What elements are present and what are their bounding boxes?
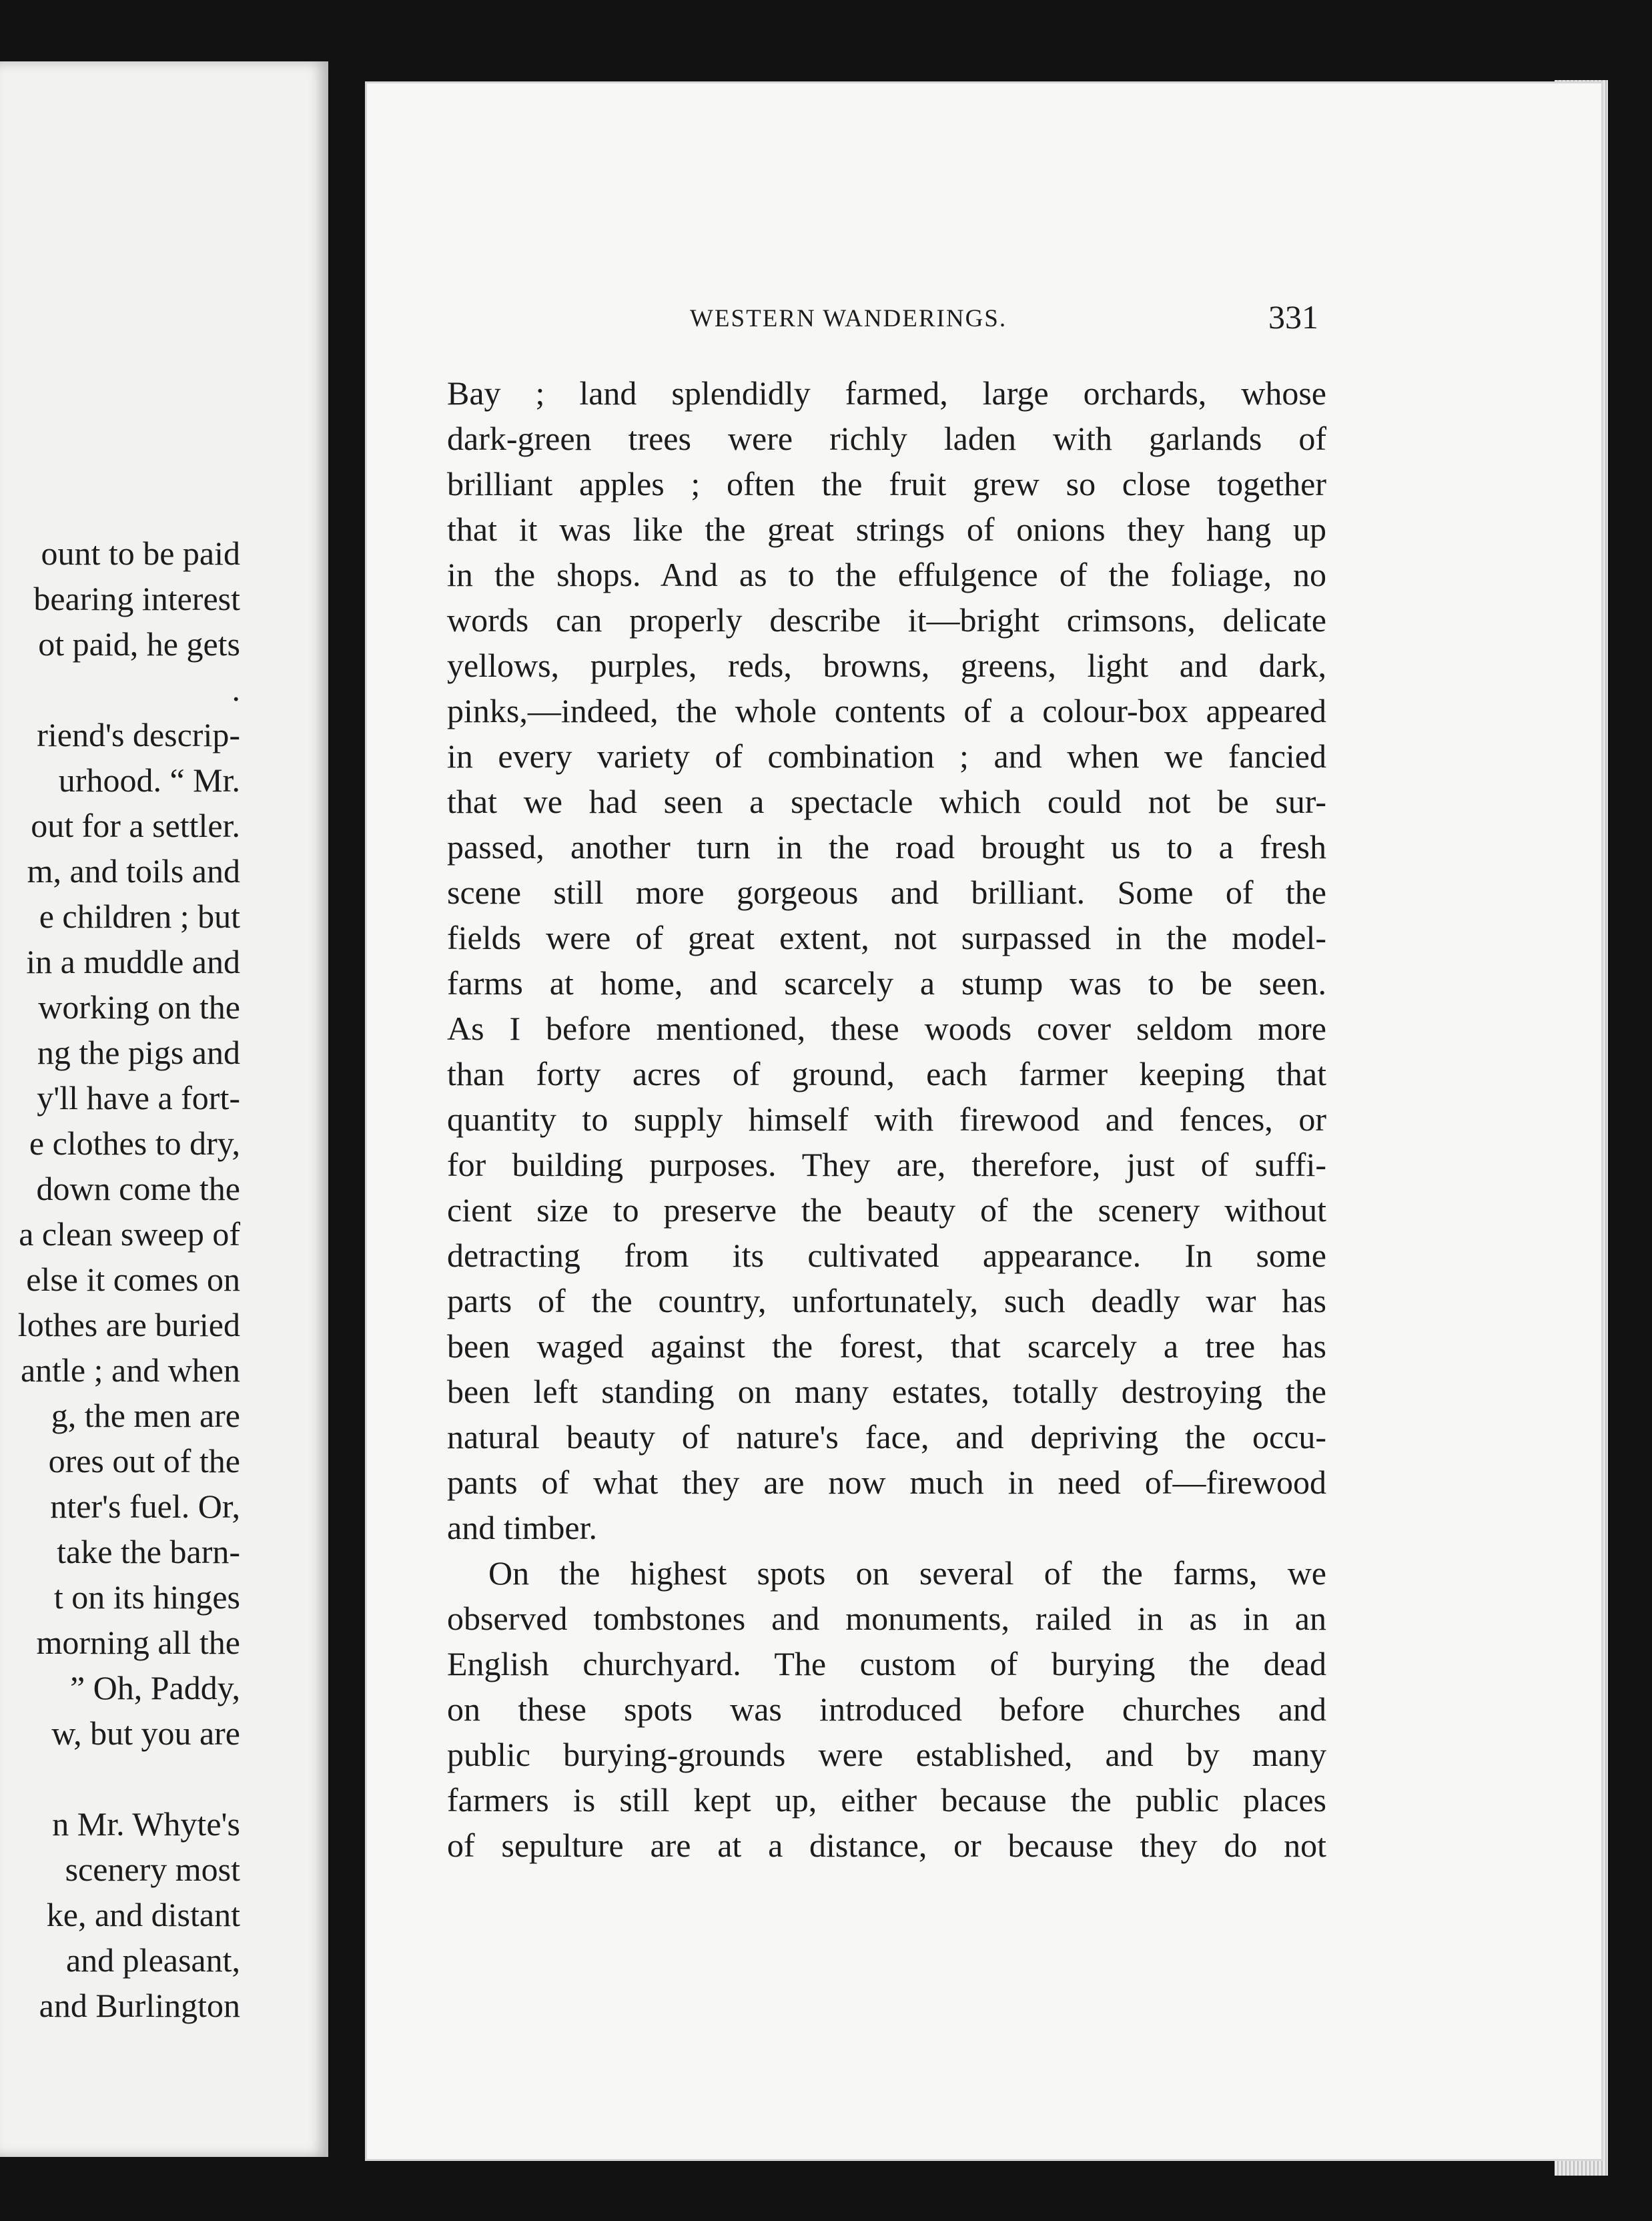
text-line: scene still more gorgeous and brilliant. Some of the <box>447 874 1326 911</box>
text-line: On the highest spots on several of the farms, we <box>488 1554 1326 1592</box>
left-text-line: take the barn- <box>57 1533 240 1570</box>
left-text-line: y'll have a fort- <box>37 1079 240 1117</box>
text-line: cient size to preserve the beauty of the scenery without <box>447 1191 1326 1229</box>
text-line: Bay ; land splendidly farmed, large orchards, whose <box>447 374 1326 412</box>
left-text-line: and pleasant, <box>65 1941 240 1979</box>
text-line: observed tombstones and monuments, railed in as in an <box>447 1600 1326 1637</box>
left-text-line: scenery most <box>65 1851 240 1888</box>
text-line: dark-green trees were richly laden with garlands of <box>447 420 1326 457</box>
text-line: English churchyard. The custom of burying the dead <box>447 1645 1326 1682</box>
left-text-line: g, the men are <box>51 1397 240 1434</box>
text-line: pinks,—indeed, the whole contents of a colour-box appeared <box>447 692 1326 729</box>
text-line: As I before mentioned, these woods cover seldom more <box>447 1010 1326 1047</box>
left-text-line: ng the pigs and <box>37 1034 240 1071</box>
left-text-line: e children ; but <box>39 898 240 935</box>
left-text-line: t on its hinges <box>53 1578 240 1616</box>
text-line: parts of the country, unfortunately, such deadly war has <box>447 1282 1326 1319</box>
text-line: been waged against the forest, that scarcely a tree has <box>447 1327 1326 1365</box>
text-line: passed, another turn in the road brought us to a fresh <box>447 828 1326 866</box>
left-text-line: lothes are buried <box>17 1306 240 1343</box>
left-text-line: e clothes to dry, <box>29 1125 240 1162</box>
text-line: been left standing on many estates, totally destroying the <box>447 1373 1326 1410</box>
text-line: yellows, purples, reds, browns, greens, light and dark, <box>447 647 1326 684</box>
text-line: that it was like the great strings of onions they hang up <box>447 511 1326 548</box>
text-line: brilliant apples ; often the fruit grew so close together <box>447 465 1326 503</box>
left-page <box>0 61 328 2157</box>
text-line: for building purposes. They are, therefore, just of suffi- <box>447 1146 1326 1183</box>
left-text-line: m, and toils and <box>27 852 240 890</box>
left-text-line: antle ; and when <box>20 1351 240 1389</box>
left-text-line: riend's descrip- <box>37 716 240 753</box>
text-line: pants of what they are now much in need of—firewood <box>447 1464 1326 1501</box>
left-text-line: else it comes on <box>26 1261 240 1298</box>
text-line: farms at home, and scarcely a stump was to be seen. <box>447 964 1326 1002</box>
text-line: of sepulture are at a distance, or because they do not <box>447 1827 1326 1864</box>
left-text-line: out for a settler. <box>31 807 240 844</box>
left-text-line: a clean sweep of <box>19 1215 240 1253</box>
left-text-line: working on the <box>38 988 240 1026</box>
left-text-line: morning all the <box>36 1624 240 1661</box>
text-line: fields were of great extent, not surpassed in the model- <box>447 919 1326 956</box>
left-text-line: n Mr. Whyte's <box>52 1805 240 1843</box>
left-text-line: nter's fuel. Or, <box>50 1488 240 1525</box>
text-line: than forty acres of ground, each farmer keeping that <box>447 1055 1326 1092</box>
left-text-line: ores out of the <box>48 1442 240 1480</box>
text-line: quantity to supply himself with firewood and fences, or <box>447 1100 1326 1138</box>
left-text-line: . <box>232 671 240 708</box>
text-line: on these spots was introduced before churches and <box>447 1690 1326 1728</box>
text-line: that we had seen a spectacle which could not be sur- <box>447 783 1326 820</box>
left-text-line: w, but you are <box>51 1714 240 1752</box>
left-text-line: in a muddle and <box>26 943 240 980</box>
body-text <box>447 370 1326 1868</box>
left-text-line: ke, and distant <box>46 1896 240 1933</box>
left-text-line: ount to be paid <box>41 535 240 572</box>
page-header <box>681 298 1326 339</box>
left-text-line: down come the <box>36 1170 240 1207</box>
page-number: 331 <box>1268 298 1318 336</box>
left-text-line: bearing interest <box>33 580 240 617</box>
running-title: WESTERN WANDERINGS. <box>690 305 1007 332</box>
text-line: public burying-grounds were established, and by many <box>447 1736 1326 1773</box>
left-text-line: ” Oh, Paddy, <box>69 1669 240 1706</box>
left-text-line: urhood. “ Mr. <box>58 761 240 799</box>
text-line: farmers is still kept up, either because the public places <box>447 1781 1326 1819</box>
text-line: words can properly describe it—bright crimsons, delicate <box>447 601 1326 639</box>
text-line: in every variety of combination ; and when we fancied <box>447 737 1326 775</box>
left-text-line: ot paid, he gets <box>38 625 240 663</box>
left-text-line: and Burlington <box>39 1987 240 2024</box>
text-line: and timber. <box>447 1509 597 1546</box>
text-line: in the shops. And as to the effulgence of the foliage, no <box>447 556 1326 593</box>
text-line: natural beauty of nature's face, and depriving the occu- <box>447 1418 1326 1456</box>
text-line: detracting from its cultivated appearance. In some <box>447 1237 1326 1274</box>
